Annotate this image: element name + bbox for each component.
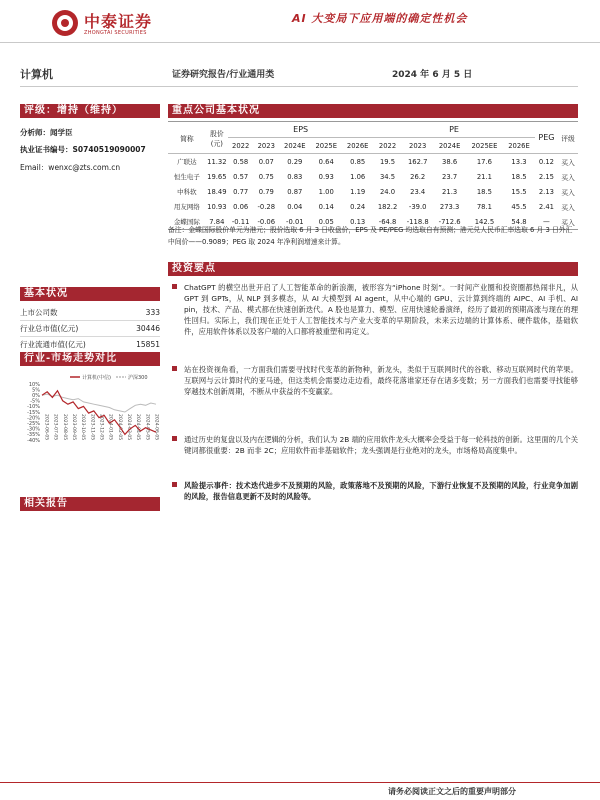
x-tick-label: 2023-06-05 xyxy=(43,414,49,441)
pe-value: 54.8 xyxy=(503,214,534,230)
report-type: 证券研究报告/行业通用类 xyxy=(172,70,275,80)
company-name: 广联达 xyxy=(177,158,197,166)
table-row xyxy=(20,305,160,321)
year-header: 2024E xyxy=(279,138,310,154)
analyst-cert: 执业证书编号：S0740519090007 xyxy=(20,145,146,154)
basic-status-table xyxy=(20,305,160,353)
stock-price: 11.32 xyxy=(207,157,227,166)
point-text: 站在投资视角看，一方面我们需要寻找时代变革的新物种，新龙头，类似于互联网时代的谷歌、移动互联网时代的苹果。互联网与云计算时代的亚马逊，但这类机会需要边走边看，最终花落谁家还存在诸多变数；另一方面我们也需要寻找能够穿越技术创新周期，不断从中获益的不变赢家。 xyxy=(184,365,578,396)
basic-value: 15851 xyxy=(123,337,160,353)
trend-header: 行业-市场走势对比 xyxy=(20,352,160,366)
basic-label: 上市公司数 xyxy=(20,305,123,321)
eps-value: 0.64 xyxy=(318,157,334,166)
y-tick-label: 10% xyxy=(28,381,40,388)
pe-value: 38.6 xyxy=(442,157,458,166)
pe-value: 18.5 xyxy=(511,172,527,181)
company-name: 中科软 xyxy=(177,188,197,196)
hs300-series-line xyxy=(42,394,156,412)
y-tick-label: -30% xyxy=(27,426,40,433)
eps-value: 0.13 xyxy=(342,214,373,230)
eps-value: 0.87 xyxy=(287,187,303,196)
x-tick-label: 2023-11-05 xyxy=(89,414,95,441)
analyst-name: 分析师：闻学臣 xyxy=(20,128,73,137)
table-row xyxy=(168,169,578,184)
point-text: 通过历史的复盘以及内在逻辑的分析，我们认为 2B 端的应用软件龙头大概率会受益于每一轮科技的创新。这里面的几个关键词都很重要：2B 而非 2C；应用软件而非基础软件；龙头强调是行业绝对的龙头，市场格局高度集中。 xyxy=(184,435,578,455)
basic-value: 30446 xyxy=(123,321,160,337)
x-tick-label: 2024-01-05 xyxy=(107,414,113,441)
x-tick-label: 2024-05-05 xyxy=(144,414,150,441)
company-name: 用友网络 xyxy=(173,203,200,211)
pe-value: 182.2 xyxy=(377,202,398,211)
report-date: 2024 年 6 月 5 日 xyxy=(392,70,473,80)
eps-value: 0.77 xyxy=(233,187,249,196)
eps-value: 0.29 xyxy=(287,157,303,166)
col-name: 简称 xyxy=(168,122,206,154)
pe-value: 34.5 xyxy=(379,172,396,181)
footer-divider xyxy=(0,782,600,783)
pe-value: 21.3 xyxy=(442,187,458,196)
basic-status-header: 基本状况 xyxy=(20,287,160,301)
analyst-email: Email：wenxc@zts.com.cn xyxy=(20,163,121,172)
table-notes: 备注：金蝶国际股价单元为港元；股价选取 6 月 3 日收盘价，EPS 及 PE/PEG 均选取自有预测；港元兑人民币汇率选取 6 月 3 日外汇中间价——0.9089；PEG 取 2024 年净利润增速来计算。 xyxy=(168,226,573,246)
header-divider xyxy=(0,42,600,43)
year-header: 2022 xyxy=(228,138,254,154)
eps-value: 0.05 xyxy=(311,214,342,230)
pe-value: 15.5 xyxy=(511,187,527,196)
x-tick-label: 2024-06-05 xyxy=(153,414,159,441)
x-tick-label: 2024-03-05 xyxy=(126,414,131,441)
industry-label: 计算机 xyxy=(20,68,53,81)
company-name: 金蝶国际 xyxy=(168,214,206,230)
year-header: 2022 xyxy=(373,138,401,154)
eps-value: 1.00 xyxy=(318,187,334,196)
pe-value: 18.5 xyxy=(476,187,492,196)
basic-label: 行业流通市值(亿元) xyxy=(20,337,123,353)
col-rating: 评级 xyxy=(558,122,578,154)
rating-value: 买入 xyxy=(561,158,575,167)
year-header: 2025EE xyxy=(466,138,504,154)
eps-value: 0.83 xyxy=(287,172,303,181)
eps-value: 0.57 xyxy=(233,172,249,181)
pe-value: 45.5 xyxy=(511,202,527,211)
pe-value: 26.2 xyxy=(410,172,426,181)
pe-value: -64.8 xyxy=(373,214,401,230)
x-tick-label: 2023-07-05 xyxy=(52,414,58,441)
year-header: 2024E xyxy=(434,138,466,154)
stock-price: 7.84 xyxy=(206,214,228,230)
table-row xyxy=(20,337,160,353)
y-tick-label: 0% xyxy=(32,393,40,399)
year-header: 2025E xyxy=(311,138,342,154)
y-tick-label: -20% xyxy=(27,415,40,422)
pe-value: 142.5 xyxy=(466,214,504,230)
pe-value: 24.0 xyxy=(379,187,396,196)
pe-value: -118.8 xyxy=(402,214,434,230)
eps-value: -0.11 xyxy=(228,214,254,230)
eps-value: 0.58 xyxy=(233,157,249,166)
col-eps: EPS xyxy=(228,122,374,138)
logo-cn-text: 中泰证券 xyxy=(84,12,153,31)
peg-value: 0.12 xyxy=(538,157,554,166)
peg-value: 2.13 xyxy=(538,187,554,196)
table-row xyxy=(20,321,160,337)
x-tick-label: 2023-09-05 xyxy=(71,414,76,441)
eps-value: -0.28 xyxy=(257,202,276,211)
x-tick-label: 2023-10-05 xyxy=(80,414,86,441)
eps-value: 0.79 xyxy=(258,187,274,196)
point-text: ChatGPT 的横空出世开启了人工智能革命的新浪潮，被形容为“iPhone 时刻”。一时间产业圈和投资圈都热闹非凡，从 GPT 到 GPTs，从 NLP 到多模态，从 AI 大模型到 AI agent，从中心端的 GPU、云计算到终端的 AIPC、AI 手机、AI pin，技术、产品、模式都在快速创新迭代。A 股也是算力、模型、应用快速轮番演绎，经历了最初的预期高涨与现在的理性回归。实际上，我们现在正处于人工智能技术与产业大变革的早期阶段，未来云边端的计算体系、硬件载体，基础软件，应用软件体系以及客户端的入口都将被重塑和再定义。 xyxy=(184,283,578,336)
x-tick-label: 2023-12-05 xyxy=(98,414,104,441)
y-tick-label: 5% xyxy=(32,387,40,394)
table-row xyxy=(168,184,578,199)
peg-value: 2.41 xyxy=(538,202,554,211)
x-tick-label: 2024-02-05 xyxy=(116,414,122,441)
table-row xyxy=(168,154,578,170)
pe-value: -39.0 xyxy=(408,202,427,211)
eps-value: 0.24 xyxy=(350,202,366,211)
eps-value: 0.85 xyxy=(350,157,366,166)
y-tick-label: -25% xyxy=(27,421,40,427)
y-tick-label: -15% xyxy=(27,409,40,416)
col-peg: PEG xyxy=(535,122,558,154)
eps-value: 0.04 xyxy=(287,202,303,211)
basic-value: 333 xyxy=(123,305,160,321)
pe-value: 13.3 xyxy=(511,157,527,166)
related-reports-header: 相关报告 xyxy=(20,497,160,511)
pe-value: 23.4 xyxy=(410,187,426,196)
rating-value: 买入 xyxy=(558,214,578,230)
bullet-square-icon xyxy=(172,284,177,289)
eps-value: 0.75 xyxy=(258,172,274,181)
table-header-row xyxy=(168,122,578,138)
eps-value: 1.06 xyxy=(350,172,366,181)
company-name: 恒生电子 xyxy=(173,173,200,181)
x-tick-label: 2023-08-05 xyxy=(61,414,67,441)
y-tick-label: -10% xyxy=(27,404,40,411)
key-company-header: 重点公司基本状况 xyxy=(168,104,578,118)
y-tick-label: -40% xyxy=(27,437,40,444)
x-axis-ticks xyxy=(44,414,160,440)
peg-value: — xyxy=(535,214,558,230)
pe-value: -712.6 xyxy=(434,214,466,230)
stock-price: 18.49 xyxy=(207,187,227,196)
pe-value: 273.3 xyxy=(439,202,460,211)
col-price: 股价(元) xyxy=(206,122,228,154)
col-pe: PE xyxy=(373,122,534,138)
logo-emblem-icon xyxy=(52,10,78,36)
year-header: 2023 xyxy=(253,138,279,154)
y-tick-label: -35% xyxy=(27,432,40,439)
eps-value: 0.07 xyxy=(258,157,274,166)
pe-value: 78.1 xyxy=(476,202,492,211)
list-item xyxy=(172,480,578,502)
legend-computer: 计算机(中信) xyxy=(82,375,111,381)
stock-price: 10.93 xyxy=(207,202,227,211)
eps-value: -0.06 xyxy=(253,214,279,230)
company-logo xyxy=(52,8,164,40)
table-row xyxy=(168,199,578,214)
bullet-square-icon xyxy=(172,366,177,371)
risk-warning-text: 风险提示事件：技术迭代进步不及预期的风险，政策落地不及预期的风险，下游行业恢复不及预期的风险，行业竞争加剧的风险，报告信息更新不及时的风险等。 xyxy=(184,481,578,501)
peg-value: 2.15 xyxy=(538,172,554,181)
y-tick-label: -5% xyxy=(30,398,40,405)
table-header-row xyxy=(168,138,578,154)
eps-value: 0.06 xyxy=(233,202,249,211)
year-header: 2026E xyxy=(342,138,373,154)
rating-value: 买入 xyxy=(561,173,575,182)
eps-value: -0.01 xyxy=(279,214,310,230)
stock-price: 19.65 xyxy=(207,172,227,181)
pe-value: 19.5 xyxy=(379,157,396,166)
eps-value: 0.14 xyxy=(318,202,334,211)
basic-label: 行业总市值(亿元) xyxy=(20,321,123,337)
year-header: 2023 xyxy=(402,138,434,154)
footer-disclaimer: 请务必阅读正文之后的重要声明部分 xyxy=(388,787,516,796)
eps-value: 0.93 xyxy=(318,172,334,181)
rating-banner: 评级：增持（维持） xyxy=(20,104,160,118)
pe-value: 17.6 xyxy=(476,157,492,166)
rating-value: 买入 xyxy=(561,188,575,197)
list-item xyxy=(172,282,578,337)
year-header: 2026E xyxy=(503,138,534,154)
logo-en-text: ZHONGTAI SECURITIES xyxy=(84,30,147,36)
pe-value: 23.7 xyxy=(442,172,458,181)
pe-value: 162.7 xyxy=(407,157,428,166)
rating-value: 买入 xyxy=(561,203,575,212)
x-tick-label: 2024-04-05 xyxy=(135,414,141,441)
trend-chart xyxy=(20,370,160,470)
key-company-table xyxy=(168,121,578,230)
y-axis-ticks xyxy=(27,382,40,444)
bullet-square-icon xyxy=(172,436,177,441)
legend-hs300: 沪深300 xyxy=(128,375,148,381)
subheader-divider xyxy=(20,86,578,87)
investment-highlights-header: 投资要点 xyxy=(168,262,578,276)
list-item xyxy=(172,364,578,397)
pe-value: 21.1 xyxy=(476,172,492,181)
bullet-square-icon xyxy=(172,482,177,487)
eps-value: 1.19 xyxy=(350,187,366,196)
list-item xyxy=(172,434,578,456)
document-title: AI 大变局下应用端的确定性机会 xyxy=(292,12,468,25)
